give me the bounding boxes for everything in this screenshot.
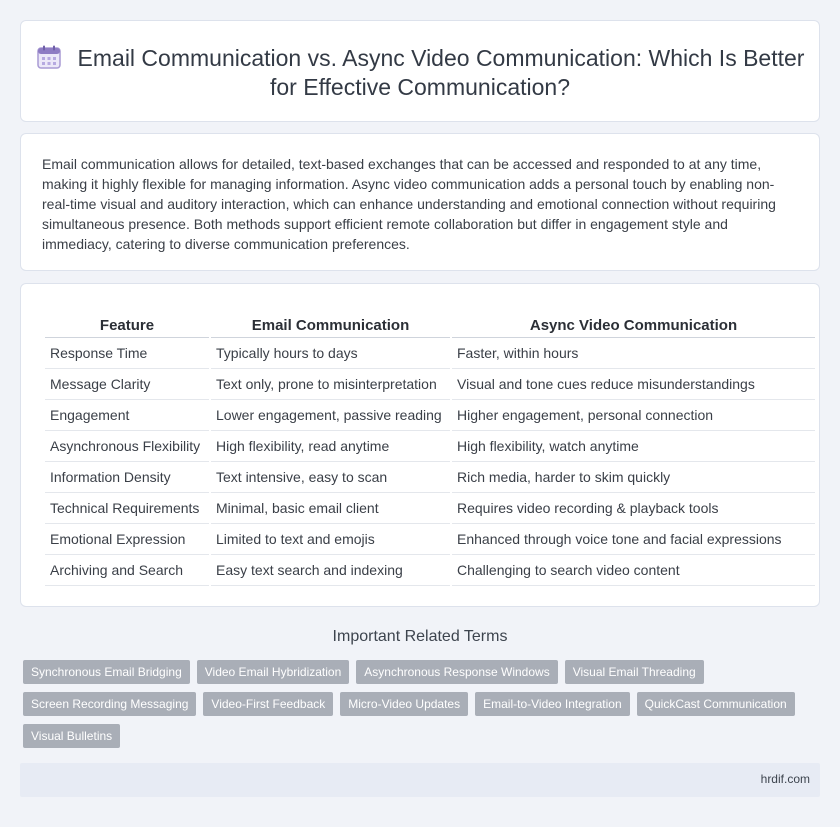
table-header-row	[45, 315, 815, 338]
related-terms-list	[23, 660, 803, 756]
related-term-tag[interactable]: Visual Email Threading	[565, 660, 704, 684]
table-row	[45, 338, 815, 369]
feature-cell: Message Clarity	[45, 369, 209, 400]
related-term-tag[interactable]: Video Email Hybridization	[197, 660, 350, 684]
feature-cell: Archiving and Search	[45, 555, 209, 586]
email-cell: Lower engagement, passive reading	[211, 400, 450, 431]
email-cell: Easy text search and indexing	[211, 555, 450, 586]
related-term-tag[interactable]: Email-to-Video Integration	[475, 692, 630, 716]
related-term-tag[interactable]: Asynchronous Response Windows	[356, 660, 557, 684]
footer	[20, 763, 820, 797]
async-video-cell: High flexibility, watch anytime	[452, 431, 815, 462]
page-title-row	[21, 44, 819, 102]
async-video-cell: Higher engagement, personal connection	[452, 400, 815, 431]
table-row	[45, 493, 815, 524]
summary-text: Email communication allows for detailed, text-based exchanges that can be accessed and responded to at any time, making it highly flexible for managing information. Async video communication adds a personal touch by enabling non-real-time visual and auditory interaction, which can enhance understanding and emotional connection without requiring simultaneous presence. Both methods support efficient remote collaboration but differ in engagement style and immediacy, catering to diverse communication preferences.	[42, 156, 776, 252]
async-video-cell: Enhanced through voice tone and facial expressions	[452, 524, 815, 555]
table-row	[45, 369, 815, 400]
column-header-feature: Feature	[45, 315, 209, 338]
related-term-tag[interactable]: Synchronous Email Bridging	[23, 660, 190, 684]
comparison-table	[43, 315, 817, 586]
calendar-icon	[36, 44, 62, 70]
comparison-card	[20, 283, 820, 607]
related-term-tag[interactable]: Video-First Feedback	[203, 692, 333, 716]
email-cell: Typically hours to days	[211, 338, 450, 369]
table-row	[45, 555, 815, 586]
table-row	[45, 431, 815, 462]
feature-cell: Emotional Expression	[45, 524, 209, 555]
email-cell: Text intensive, easy to scan	[211, 462, 450, 493]
table-row	[45, 462, 815, 493]
feature-cell: Asynchronous Flexibility	[45, 431, 209, 462]
related-term-tag[interactable]: Screen Recording Messaging	[23, 692, 196, 716]
feature-cell: Response Time	[45, 338, 209, 369]
related-term-tag[interactable]: Micro-Video Updates	[340, 692, 468, 716]
title-card	[20, 20, 820, 122]
summary-card	[20, 133, 820, 271]
async-video-cell: Rich media, harder to skim quickly	[452, 462, 815, 493]
table-row	[45, 400, 815, 431]
site-link[interactable]: hrdif.com	[760, 772, 810, 786]
related-term-tag[interactable]: Visual Bulletins	[23, 724, 120, 748]
email-cell: High flexibility, read anytime	[211, 431, 450, 462]
related-term-tag[interactable]: QuickCast Communication	[637, 692, 795, 716]
email-cell: Minimal, basic email client	[211, 493, 450, 524]
email-cell: Limited to text and emojis	[211, 524, 450, 555]
async-video-cell: Challenging to search video content	[452, 555, 815, 586]
column-header-email: Email Communication	[211, 315, 450, 338]
related-terms-heading: Important Related Terms	[332, 628, 508, 645]
feature-cell: Engagement	[45, 400, 209, 431]
async-video-cell: Requires video recording & playback tools	[452, 493, 815, 524]
table-row	[45, 524, 815, 555]
column-header-async-video: Async Video Communication	[452, 315, 815, 338]
async-video-cell: Faster, within hours	[452, 338, 815, 369]
feature-cell: Information Density	[45, 462, 209, 493]
email-cell: Text only, prone to misinterpretation	[211, 369, 450, 400]
async-video-cell: Visual and tone cues reduce misunderstandings	[452, 369, 815, 400]
feature-cell: Technical Requirements	[45, 493, 209, 524]
page-title: Email Communication vs. Async Video Communication: Which Is Better for Effective Communication?	[77, 45, 805, 100]
